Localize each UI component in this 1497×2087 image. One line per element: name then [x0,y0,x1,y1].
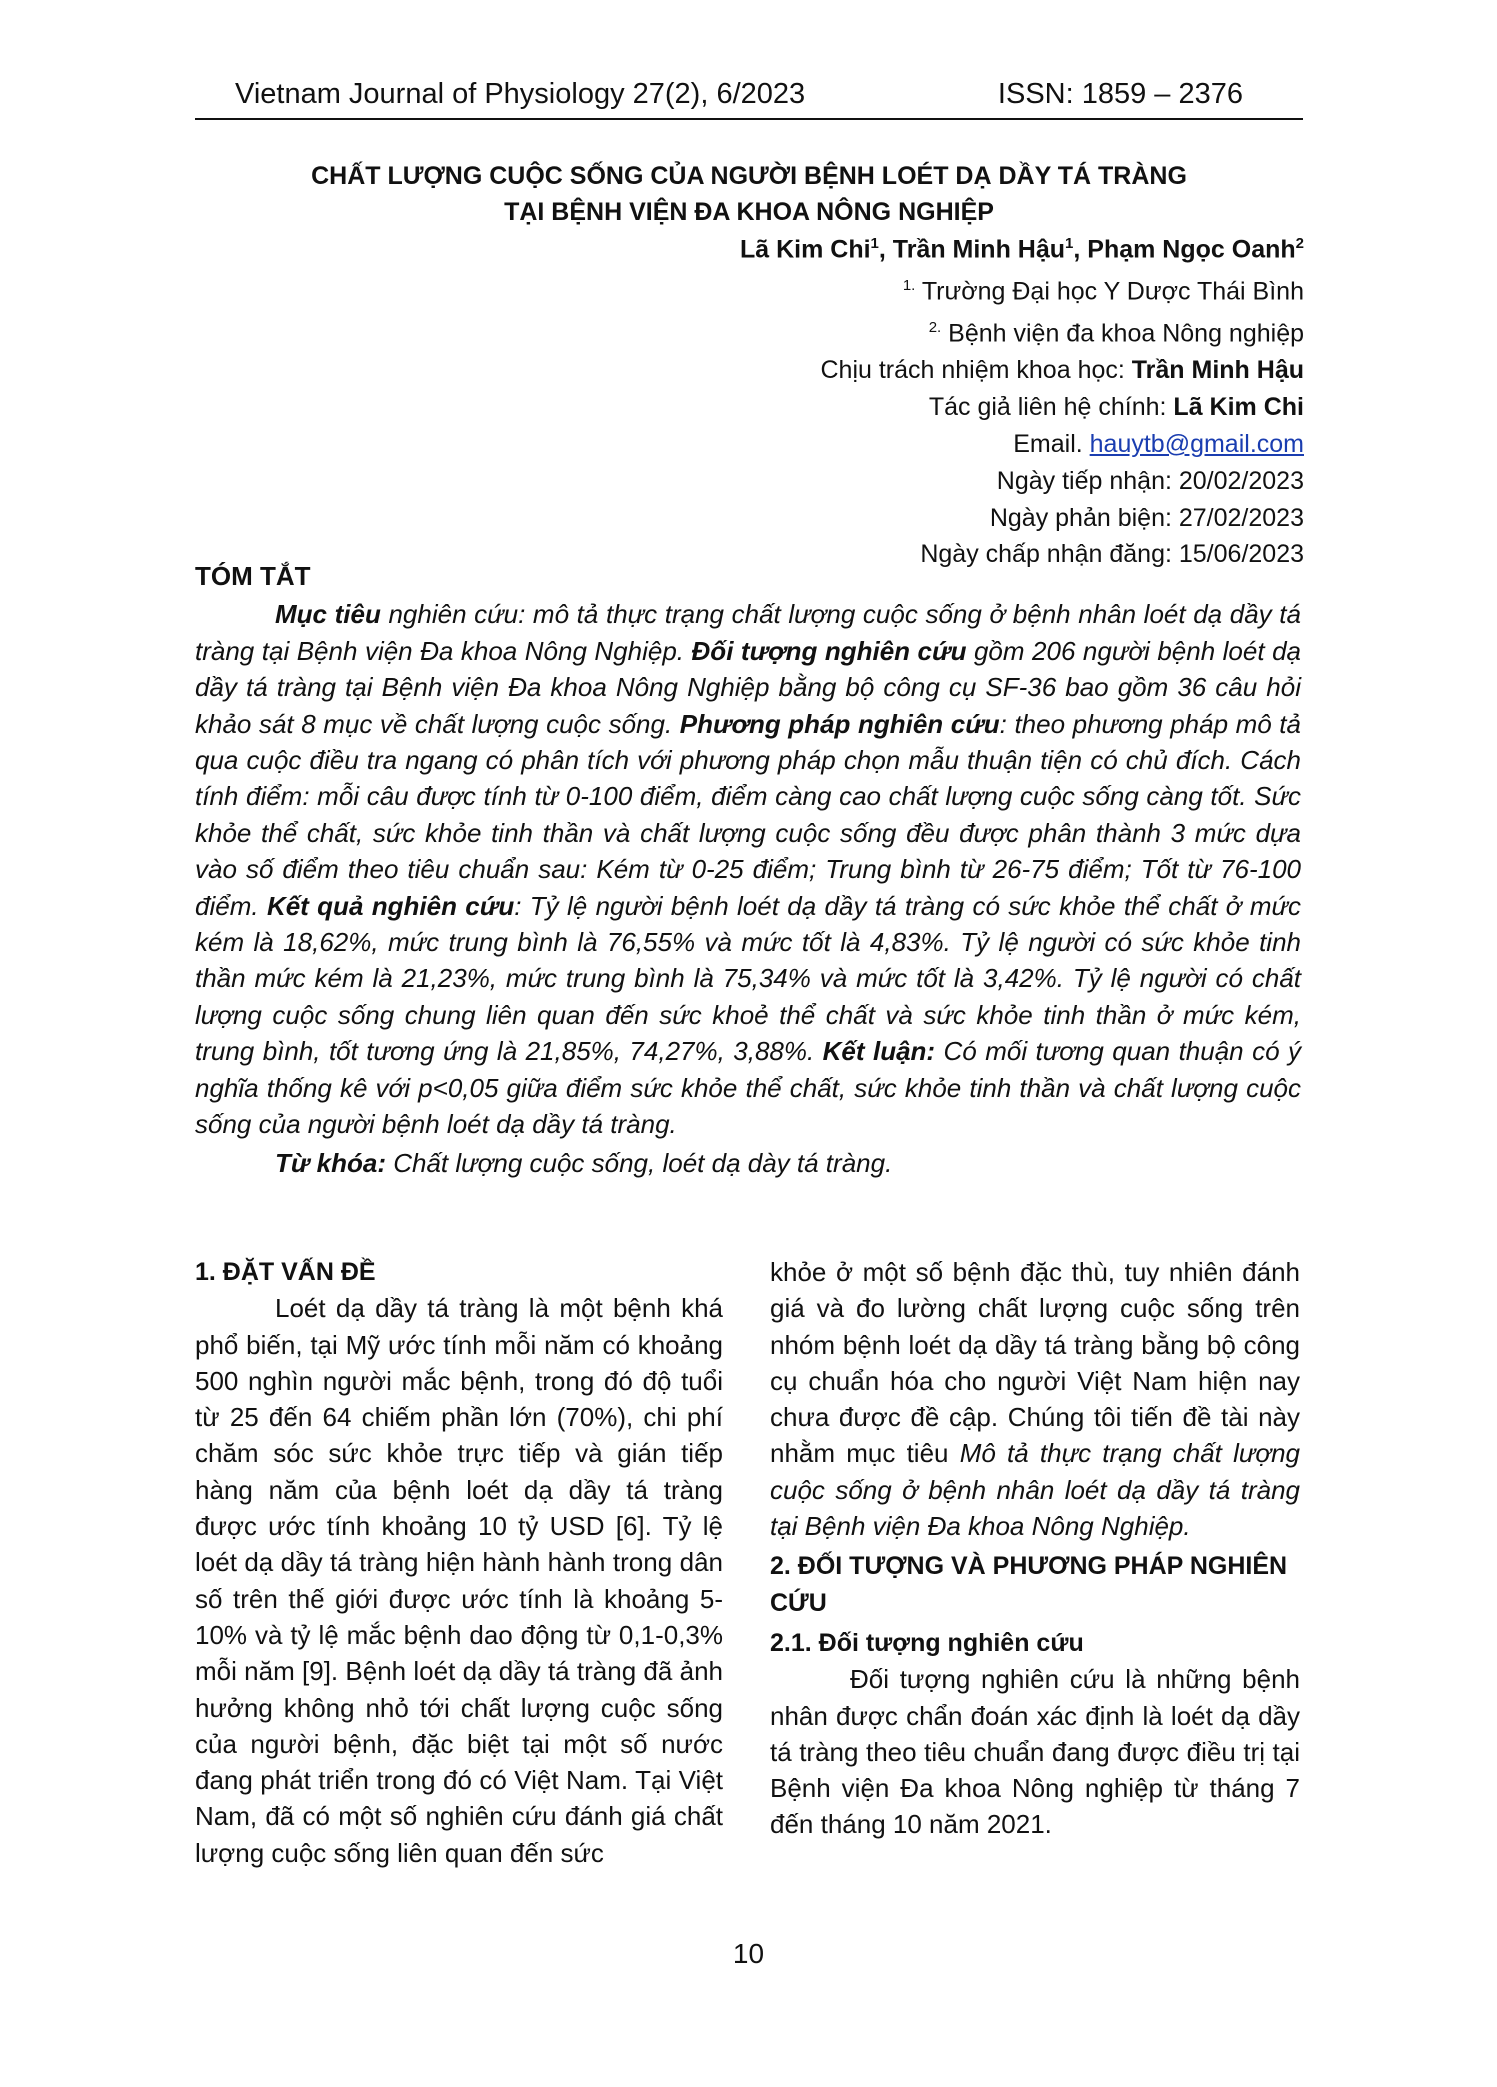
responsible-author [404,352,1304,389]
subjects-text: gồm 206 người bệnh loét dạ dầy tá tràng tại Bệnh viện Đa khoa Nông Nghiệp bằng bộ công cụ SF-36 bao gồm 36 câu hỏi khảo sát 8 mục về chất lượng cuộc sống. [195,635,1301,739]
email-label: Email. [1013,429,1090,458]
reviewed-date: Ngày phản biện: 27/02/2023 [989,503,1304,532]
section-2-1-paragraph: Đối tượng nghiên cứu là những bệnh nhân được chẩn đoán xác định là loét dạ dầy tá tràng theo tiêu chuẩn đang được điều trị tại Bệnh viện Đa khoa Nông nghiệp từ tháng 7 đến tháng 10 năm 2021. [770,1664,1300,1840]
responsible-name: Trần Minh Hậu [1131,356,1304,385]
author-name: Lã Kim Chi [739,235,871,264]
email-line [404,426,1304,463]
article-title [195,158,1303,230]
keywords [195,1145,1301,1181]
section-2-heading: 2. ĐỐI TƯỢNG VÀ PHƯƠNG PHÁP NGHIÊN CỨU [770,1552,1288,1617]
affiliation-1 [404,268,1304,310]
section-2-1-heading: 2.1. Đối tượng nghiên cứu [770,1628,1084,1657]
objective-text: nghiên cứu: mô tả thực trạng chất lượng cuộc sống ở bệnh nhân loét dạ dầy tá tràng tại Bệnh viện Đa khoa Nông Nghiệp. [195,599,1301,666]
email-link[interactable]: hauytb@gmail.com [1089,429,1304,458]
keywords-label: Từ khóa: [275,1147,387,1178]
methods-text: : theo phương pháp mô tả qua cuộc điều tra ngang có phân tích với phương pháp chọn mẫu thuận tiện có chủ đích. Cách tính điểm: mỗi câu được tính từ 0-100 điểm, điểm càng cao chất lượng cuộc sống càng tốt. Sức khỏe thể chất, sức khỏe tinh thần và chất lượng cuộc sống đều được phân thành 3 mức dựa vào số điểm theo tiêu chuẩn sau: Kém từ 0-25 điểm; Trung bình từ 26-75 điểm; Tốt từ 76-100 điểm. [195,708,1301,921]
abstract [195,558,1301,1181]
section-1-paragraph: Loét dạ dầy tá tràng là một bệnh khá phổ biến, tại Mỹ ước tính mỗi năm có khoảng 500 nghìn người mắc bệnh, trong đó độ tuổi từ 25 đến 64 chiếm phần lớn (70%), chi phí chăm sóc sức khỏe trực tiếp và gián tiếp hàng năm của bệnh loét dạ dầy tá tràng được ước tính khoảng 10 tỷ USD [6]. Tỷ lệ loét dạ dầy tá tràng hiện hành hành trong dân số trên thế giới được ước tính là khoảng 5-10% và tỷ lệ mắc bệnh dao động từ 0,1-0,3% mỗi năm [9]. Bệnh loét dạ dầy tá tràng đã ảnh hưởng không nhỏ tới chất lượng cuộc sống của người bệnh, đặc biệt tại một số nước đang phát triển trong đó có Việt Nam. Tại Việt Nam, đã có một số nghiên cứu đánh giá chất lượng cuộc sống liên quan đến sức [195,1293,723,1868]
responsible-label: Chịu trách nhiệm khoa học: [820,356,1132,385]
author-affiliation-mark: 1 [870,235,879,252]
objective-label: Mục tiêu [275,599,381,630]
methods-label: Phương pháp nghiên cứu [679,708,1000,739]
author-separator: , [878,235,893,264]
conclusion-text: Có mối tương quan thuận có ý nghĩa thống kê với p<0,05 giữa điểm sức khỏe thể chất, sức khỏe tinh thần và chất lượng cuộc sống của người bệnh loét dạ dầy tá tràng. [195,1036,1301,1140]
results-text: : Tỷ lệ người bệnh loét dạ dầy tá tràng có sức khỏe thể chất ở mức kém là 18,62%, mức trung bình là 76,55% và mức tốt là 4,83%. Tỷ lệ người có sức khỏe tinh thần mức kém là 21,23%, mức trung bình là 75,34% và mức tốt là 3,42%. Tỷ lệ người có chất lượng cuộc sống chung liên quan đến sức khoẻ thể chất và sức khỏe tinh thần ở mức kém, trung bình, tốt tương ứng là 21,85%, 74,27%, 3,88%. [195,890,1301,1067]
study-objective-italic: Mô tả thực trạng chất lượng cuộc sống ở bệnh nhân loét dạ dầy tá tràng tại Bệnh viện Đa khoa Nông Nghiệp. [770,1438,1300,1542]
affiliation-text: Trường Đại học Y Dược Thái Bình [915,277,1304,306]
section-1-heading: 1. ĐẶT VẤN ĐỀ [195,1258,376,1286]
affiliation-mark: 1. [902,277,916,295]
results-label: Kết quả nghiên cứu [266,890,515,921]
journal-citation: Vietnam Journal of Physiology 27(2), 6/2023 [235,78,806,110]
running-header [195,78,1303,120]
corresponding-name: Lã Kim Chi [1173,393,1304,422]
author-list [404,226,1304,268]
right-column [770,1254,1300,1843]
abstract-heading: TÓM TẮT [195,561,311,591]
affiliation-2 [404,310,1304,352]
author-separator: , [1073,235,1088,264]
title-line-1: CHẤT LƯỢNG CUỘC SỐNG CỦA NGƯỜI BỆNH LOÉT DẠ DẦY TÁ TRÀNG [311,162,1187,190]
subjects-label: Đối tượng nghiên cứu [691,635,967,666]
keywords-text: Chất lượng cuộc sống, loét dạ dày tá tràng. [386,1147,893,1178]
author-name: Trần Minh Hậu [892,235,1066,264]
page-number: 10 [732,1938,765,1969]
section-1-continuation [770,1254,1300,1544]
affiliation-text: Bệnh viện đa khoa Nông nghiệp [941,319,1304,348]
corresponding-label: Tác giả liên hệ chính: [928,393,1174,422]
received-date: Ngày tiếp nhận: 20/02/2023 [996,466,1304,495]
author-name: Phạm Ngọc Oanh [1087,235,1296,264]
byline [404,226,1304,573]
conclusion-label: Kết luận: [822,1036,936,1067]
title-line-2: TẠI BỆNH VIỆN ĐA KHOA NÔNG NGHIỆP [504,198,994,226]
author-affiliation-mark: 2 [1295,235,1304,252]
accepted-date: Ngày chấp nhận đăng: 15/06/2023 [920,540,1304,569]
continuation-text: khỏe ở một số bệnh đặc thù, tuy nhiên đánh giá và đo lường chất lượng cuộc sống trên nhóm bệnh loét dạ dầy tá tràng bằng bộ công cụ chuẩn hóa cho người Việt Nam hiện nay chưa được đề cập. Chúng tôi tiến đề tài này nhằm mục tiêu [770,1257,1300,1469]
issn: ISSN: 1859 – 2376 [997,78,1243,110]
corresponding-author [404,389,1304,426]
left-column [195,1254,723,1871]
affiliation-mark: 2. [928,319,942,337]
author-affiliation-mark: 1 [1065,235,1074,252]
abstract-body [195,596,1301,1142]
